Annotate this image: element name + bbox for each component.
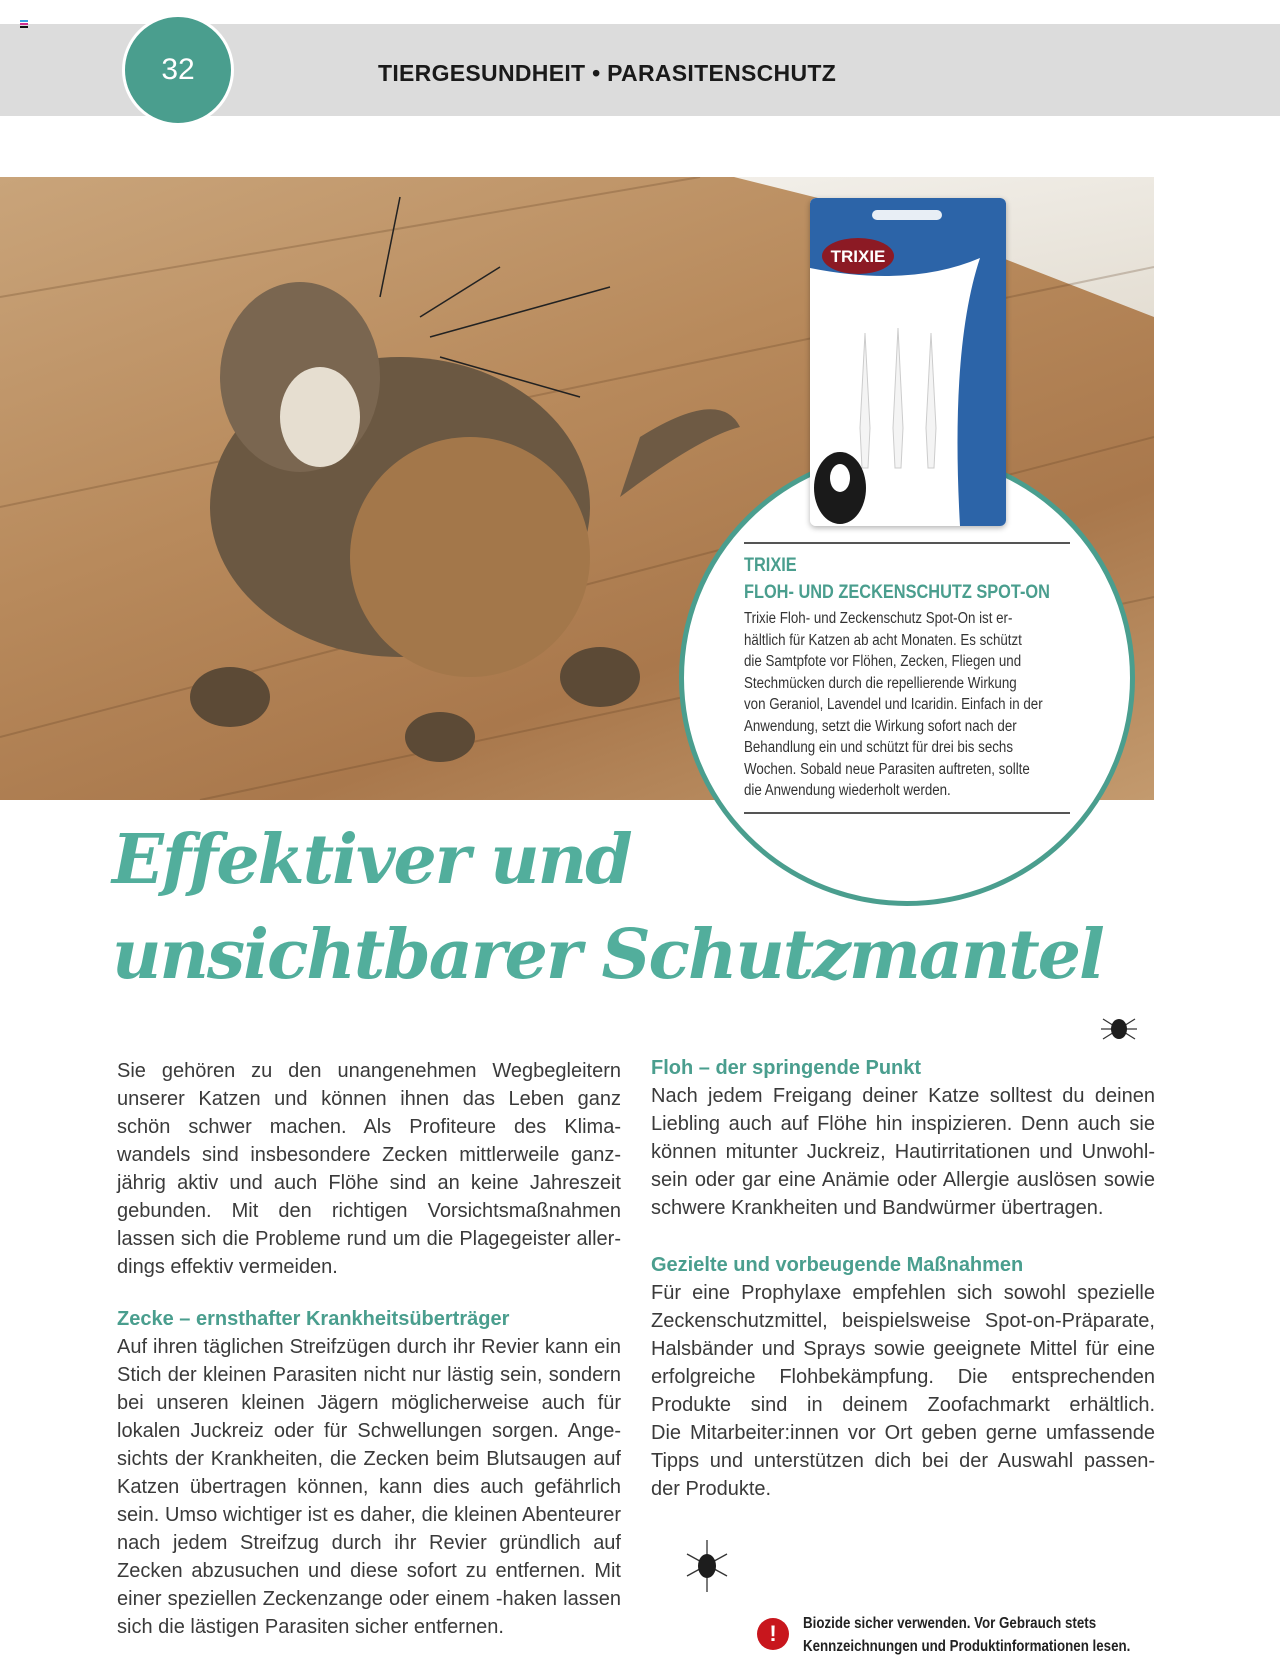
text-line: Stechmücken durch die repellierende Wirkung [744, 674, 1017, 692]
text-line: die Samtpfote vor Flöhen, Zecken, Fliegen und [744, 653, 1022, 670]
text-line: Wochen. Sobald neue Parasiten auftreten, sollte [744, 760, 1030, 778]
section-heading: Gezielte und vorbeugende Maßnahmen [651, 1254, 1024, 1276]
exclamation-icon: ! [757, 1618, 789, 1650]
text-line: Nach jedem Freigang deiner Katze solltest du deinen [651, 1085, 1155, 1107]
svg-text:TRIXIE: TRIXIE [830, 247, 886, 266]
text-line: die Anwendung wiederholt werden. [744, 782, 951, 799]
text-line: bei unseren kleinen Jägern möglicherweise auch für [117, 1392, 621, 1414]
product-name: FLOH- UND ZECKENSCHUTZ SPOT-ON [744, 582, 1050, 603]
text-line: Trixie Floh- und Zeckenschutz Spot-On ist er- [744, 610, 1013, 627]
text-line: Stich der kleinen Parasiten nicht nur lästig sein, sondern [117, 1364, 621, 1386]
product-description [744, 608, 1071, 802]
warning-line: Biozide sicher verwenden. Vor Gebrauch stets [803, 1615, 1097, 1632]
text-line: sichts der Krankheiten, die Zecken beim Blutsaugen auf [117, 1448, 621, 1470]
text-line: wandels sind insbesondere Zecken mittlerweile ganz- [117, 1144, 621, 1166]
text-line: Die Mitarbeiter:innen vor Ort geben gerne umfassende [651, 1422, 1155, 1444]
product-brand: TRIXIE [744, 555, 797, 576]
text-line: unserer Katzen und können ihnen das Leben ganz [117, 1088, 621, 1110]
text-line: Zecken abzusuchen und diese sofort zu entfernen. Mit [117, 1560, 621, 1582]
text-line: einer speziellen Zeckenzange oder einem -haken lassen [117, 1588, 621, 1610]
info-top-rule [744, 542, 1070, 544]
text-line: sein. Umso wichtiger ist es daher, die kleinen Abenteurer [117, 1504, 621, 1526]
text-line: dings effektiv vermeiden. [117, 1256, 338, 1278]
warning-line: Kennzeichnungen und Produktinformationen lesen. [803, 1638, 1131, 1655]
biocide-warning [803, 1612, 1130, 1658]
text-line: können mitunter Juckreiz, Hautirritationen und Unwohl- [651, 1141, 1155, 1163]
text-line: lokalen Juckreiz oder für Schwellungen sorgen. Ange- [117, 1420, 621, 1442]
text-line: sein oder gar eine Anämie oder Allergie auslösen sowie [651, 1169, 1155, 1191]
text-line: Auf ihren täglichen Streifzügen durch ihr Revier kann ein [117, 1336, 621, 1358]
text-line: sich die lästigen Parasiten sicher entfernen. [117, 1616, 504, 1638]
text-line: Behandlung ein und schützt für drei bis sechs [744, 739, 1013, 756]
print-marks-icon [20, 20, 28, 28]
text-line: Anwendung, setzt die Wirkung sofort nach der [744, 717, 1017, 735]
section-heading: Floh – der springende Punkt [651, 1057, 922, 1079]
text-line: Tipps und unterstützen dich bei der Auswahl passen- [651, 1450, 1155, 1472]
section-floh [651, 1054, 1155, 1222]
page-number: 32 [122, 14, 234, 126]
headline-line-2: unsichtbarer Schutzmantel [112, 915, 1103, 995]
text-line: von Geraniol, Lavendel und Icaridin. Einfach in der [744, 696, 1043, 713]
text-line: jährig aktiv und auch Flöhe sind an keine Jahreszeit [117, 1172, 621, 1194]
text-line: nach jedem Streifzug durch ihr Revier gründlich auf [117, 1532, 621, 1554]
headline-line-1: Effektiver und [112, 820, 631, 900]
text-line: schön schwer machen. Als Profiteure des Klima- [117, 1116, 621, 1138]
intro-paragraph [117, 1057, 621, 1281]
section-massnahmen [651, 1251, 1155, 1503]
section-heading: Zecke – ernsthafter Krankheitsüberträger [117, 1308, 510, 1330]
tick-icon [1099, 1009, 1139, 1049]
product-title [744, 552, 1050, 606]
text-line: erfolgreiche Flohbekämpfung. Die entsprechenden [651, 1366, 1155, 1388]
text-line: Produkte sind in deinem Zoofachmarkt erhältlich. [651, 1394, 1155, 1416]
text-line: Sie gehören zu den unangenehmen Wegbegleitern [117, 1060, 621, 1082]
text-line: lassen sich die Probleme rund um die Plagegeister aller- [117, 1228, 621, 1250]
section-title: TIERGESUNDHEIT • PARASITENSCHUTZ [378, 60, 837, 86]
text-line: gebunden. Mit den richtigen Vorsichtsmaßnahmen [117, 1200, 621, 1222]
tick-icon [683, 1540, 731, 1592]
text-line: Katzen übertragen können, kann dies auch gefährlich [117, 1476, 621, 1498]
info-bottom-rule [744, 812, 1070, 814]
text-line: Zeckenschutzmittel, beispielsweise Spot-on-Präparate, [651, 1310, 1155, 1332]
product-package-image [810, 198, 1006, 526]
section-zecke [117, 1305, 621, 1641]
text-line: schwere Krankheiten und Bandwürmer übertragen. [651, 1197, 1104, 1219]
text-line: Halsbänder und Sprays sowie geeignete Mittel für eine [651, 1338, 1155, 1360]
text-line: der Produkte. [651, 1478, 772, 1500]
text-line: hältlich für Katzen ab acht Monaten. Es schützt [744, 631, 1022, 649]
text-line: Für eine Prophylaxe empfehlen sich sowohl spezielle [651, 1282, 1155, 1304]
text-line: Liebling auch auf Flöhe hin inspizieren. Denn auch sie [651, 1113, 1155, 1135]
